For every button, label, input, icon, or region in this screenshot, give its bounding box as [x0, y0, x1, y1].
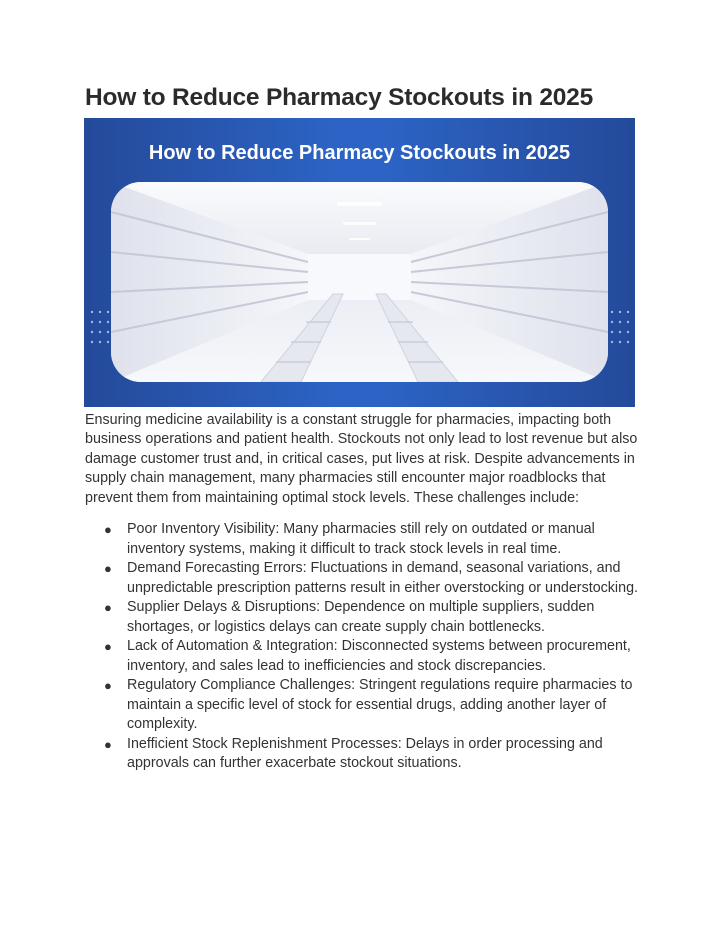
list-item — [85, 735, 645, 774]
page-title: How to Reduce Pharmacy Stockouts in 2025 — [85, 84, 594, 111]
bullet-icon: ● — [104, 522, 112, 537]
intro-paragraph: Ensuring medicine availability is a constant struggle for pharmacies, impacting both business operations and patient health. Stockouts not only lead to lost revenue but also damage customer trust and, in critical cases, put lives at risk. Despite advancements in supply chain management, many pharmacies still encounter major roadblocks that prevent them from maintaining optimal stock levels. These challenges include: — [85, 412, 638, 506]
list-item — [85, 559, 645, 598]
list-item — [85, 637, 645, 676]
bullet-icon: ● — [104, 678, 112, 693]
list-item-text: Inefficient Stock Replenishment Processes: Delays in order processing and approvals can further exacerbate stockout situations. — [127, 735, 603, 771]
banner-image — [84, 118, 635, 407]
empty-shelves-photo — [111, 182, 608, 382]
list-item-text: Lack of Automation & Integration: Disconnected systems between procurement, inventory, and sales lead to inefficiencies and stock discrepancies. — [127, 638, 631, 674]
list-item-text: Supplier Delays & Disruptions: Dependence on multiple suppliers, sudden shortages, or logistics delays can create supply chain bottlenecks. — [127, 599, 595, 635]
bullet-icon: ● — [104, 561, 112, 576]
bullet-icon: ● — [104, 736, 112, 752]
list-item-text: Demand Forecasting Errors: Fluctuations in demand, seasonal variations, and unpredictable prescription patterns result in either overstocking or understocking. — [127, 560, 638, 596]
dot-grid-left-icon — [88, 308, 112, 352]
dot-grid-right-icon — [608, 308, 632, 352]
banner-title: How to Reduce Pharmacy Stockouts in 2025 — [148, 142, 571, 164]
list-item-text: Regulatory Compliance Challenges: Stringent regulations require pharmacies to maintain a specific level of stock for essential drugs, adding another layer of complexity. — [127, 677, 633, 732]
bullet-icon: ● — [104, 639, 112, 654]
bullet-icon: ● — [104, 600, 112, 615]
challenges-list — [85, 520, 645, 774]
list-item — [85, 520, 645, 559]
list-item-text: Poor Inventory Visibility: Many pharmacies still rely on outdated or manual inventory systems, making it difficult to track stock levels in real time. — [127, 521, 595, 557]
list-item — [85, 676, 645, 735]
list-item — [85, 598, 645, 637]
